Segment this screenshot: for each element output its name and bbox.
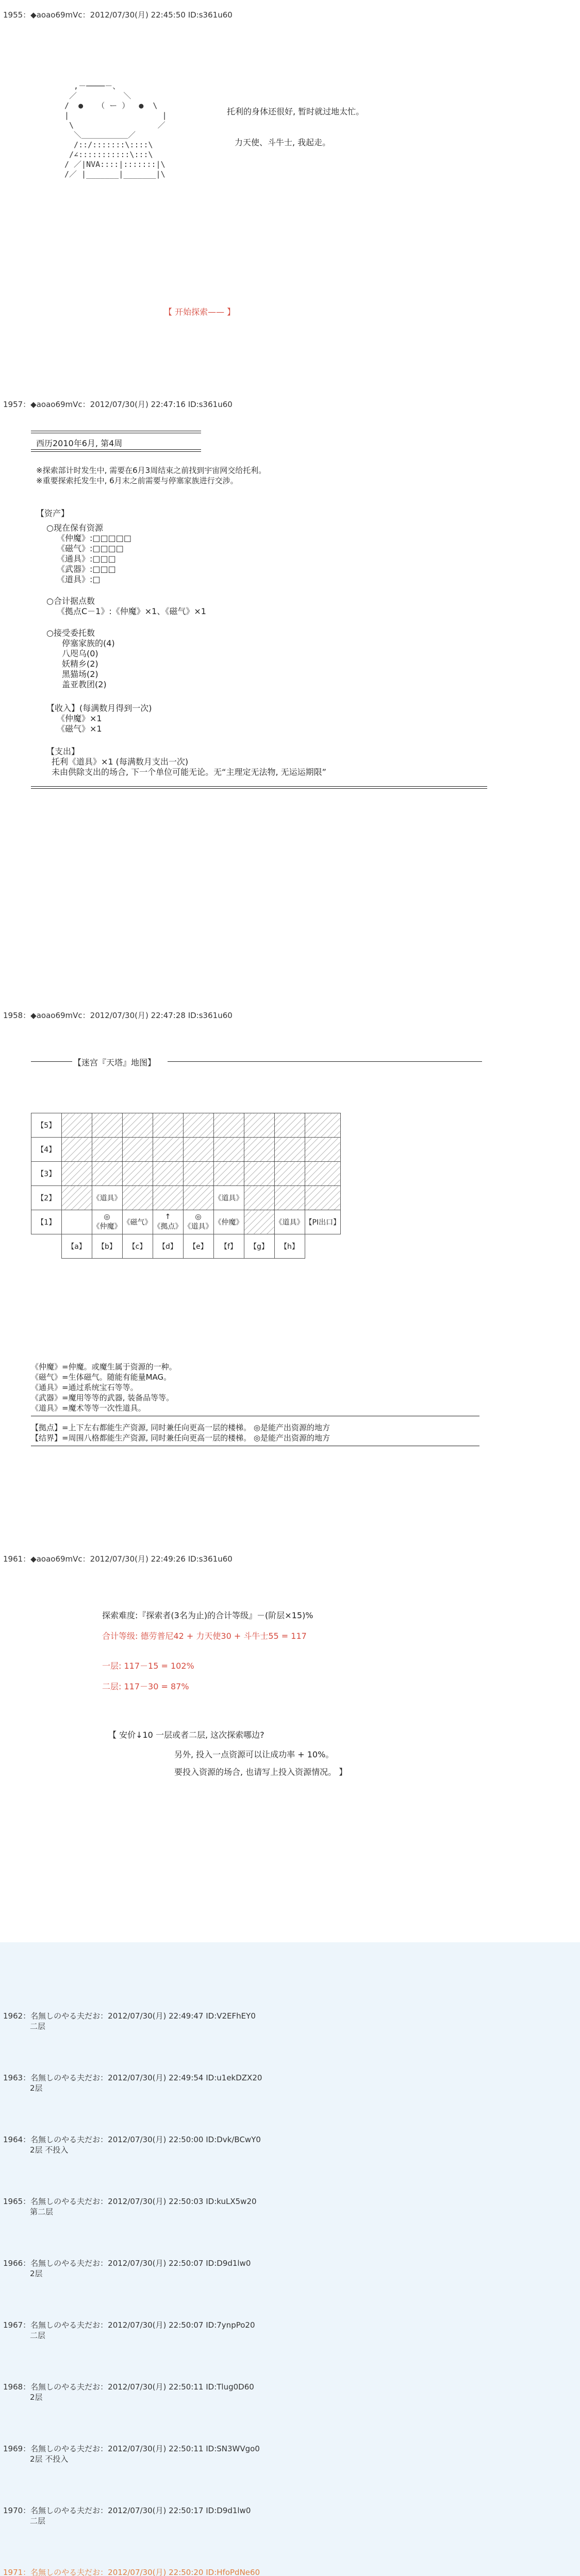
divider	[31, 431, 201, 433]
map-row-label: 【1】	[31, 1210, 62, 1234]
map-row	[31, 1138, 341, 1162]
reply-header: 1968：名無しのやる夫だお：2012/07/30(月) 22:50:11 ID:Tlug0D60	[3, 2382, 254, 2392]
vote-prompt: 另外, 投入一点资源可以让成功率 + 10%。	[174, 1750, 334, 1759]
map-cell: ◎ 《道具》	[183, 1210, 213, 1234]
divider	[31, 1061, 72, 1062]
map-cell	[305, 1162, 341, 1186]
map-cell	[274, 1186, 305, 1210]
map-row-label: 【2】	[31, 1186, 62, 1210]
legend-line: 《通具》=通过系统宝石等等。	[31, 1383, 138, 1392]
dialogue-line: 力天使、斗牛士, 我起走。	[235, 138, 331, 147]
map-cell	[153, 1113, 183, 1138]
reply-body: 二层	[30, 2516, 46, 2526]
map-col-label: 【h】	[274, 1234, 305, 1259]
post-header: 1958：◆aoao69mVc：2012/07/30(月) 22:47:28 ID:s361u60	[3, 1011, 233, 1020]
resource-line: 《通具》:□□□	[57, 554, 116, 564]
map-cell	[122, 1138, 153, 1162]
reply-body: 2层 不投入	[30, 2454, 69, 2464]
map-cell	[153, 1186, 183, 1210]
ascii-art: ,－────－、 ／ ＼ / ● （ ー ） ● \ | | \ ／ ＼＿＿＿＿＿＿／ /::/:::::::\::::\ /∠:::::::::::\:::\ / ／|NVA::::|:::::::|\ /／ |_______|_______|\	[64, 81, 167, 179]
reply-header: 1966：名無しのやる夫だお：2012/07/30(月) 22:50:07 ID:D9d1lw0	[3, 2259, 251, 2268]
map-cell	[61, 1186, 92, 1210]
note: ※探索部计时发生中, 需要在6月3周结束之前找到宇宙网交给托利。	[36, 466, 267, 475]
map-cell	[61, 1162, 92, 1186]
reply-body: 2层	[30, 2083, 43, 2093]
request-line: 黑猫场(2)	[62, 669, 98, 679]
legend-line: 【拠点】=上下左右都能生产资源, 同时兼任向更高一层的楼梯。 ◎是能产出资源的地方	[31, 1423, 330, 1432]
divider	[168, 1061, 482, 1062]
base-line: 《拠点C－1》:《仲魔》×1、《磁气》×1	[57, 606, 206, 616]
resource-line: 《武器》:□□□	[57, 564, 116, 574]
reply-header: 1970：名無しのやる夫だお：2012/07/30(月) 22:50:17 ID:D9d1lw0	[3, 2506, 251, 2515]
subsection-title: ○合计据点数	[46, 596, 95, 606]
map-row-label: 【3】	[31, 1162, 62, 1186]
section-title: 【资产】	[36, 509, 70, 518]
floor-rate: 一层: 117－15 = 102%	[102, 1661, 194, 1671]
map-cell	[153, 1162, 183, 1186]
map-cell: ◎ 《仲魔》	[92, 1210, 122, 1234]
resource-line: 《仲魔》:□□□□□	[57, 533, 131, 543]
difficulty-line: 探索难度:『探索者(3名为止)的合计等级』－(阶层×15)%	[102, 1611, 313, 1620]
subsection-title: ○接受委托数	[46, 628, 95, 638]
reply-body: 2层	[30, 2269, 43, 2278]
post-header: 1955：◆aoao69mVc：2012/07/30(月) 22:45:50 ID:s361u60	[3, 10, 233, 20]
map-cell: 《磁气》	[122, 1210, 153, 1234]
map-col-label: 【f】	[213, 1234, 244, 1259]
legend-line: 【结界】=周围八格都能生产资源, 同时兼任向更高一层的楼梯。 ◎是能产出资源的地方	[31, 1433, 330, 1443]
income-line: 《仲魔》×1	[57, 714, 102, 723]
map-cell: 《仲魔》	[213, 1210, 244, 1234]
subsection-title: ○现在保有资源	[46, 523, 103, 533]
map-cell	[213, 1162, 244, 1186]
resource-line: 《磁气》:□□□□	[57, 544, 124, 553]
note: ※重要探索托发生中, 6月末之前需要与停塞家族进行交涉。	[36, 476, 238, 485]
vote-prompt: 要投入资源的场合, 也请写上投入资源情况。 】	[174, 1767, 347, 1777]
request-line: 妖精乡(2)	[62, 659, 98, 669]
map-cell	[122, 1186, 153, 1210]
reply-header: 1963：名無しのやる夫だお：2012/07/30(月) 22:49:54 ID:u1ekDZX20	[3, 2073, 262, 2082]
floor-rate: 二层: 117－30 = 87%	[102, 1682, 189, 1691]
map-cell	[61, 1113, 92, 1138]
map-cell	[92, 1162, 122, 1186]
reply-body: 2层 不投入	[30, 2145, 69, 2155]
map-cell	[213, 1113, 244, 1138]
map-cell	[244, 1186, 274, 1210]
divider	[31, 786, 487, 789]
map-cell	[274, 1162, 305, 1186]
map-cell: 《道具》	[274, 1210, 305, 1234]
income-line: 《磁气》×1	[57, 724, 102, 734]
section-title: 【收入】(每满数月得到一次)	[46, 703, 152, 713]
map-col-labels	[31, 1234, 341, 1259]
legend-line: 《道具》=魔术等等一次性道具。	[31, 1403, 146, 1413]
map-cell	[153, 1138, 183, 1162]
map-col-label: 【a】	[61, 1234, 92, 1259]
reply-header: 1962：名無しのやる夫だお：2012/07/30(月) 22:49:47 ID:V2EFhEY0	[3, 2011, 256, 2021]
map-cell	[183, 1162, 213, 1186]
map-cell	[183, 1186, 213, 1210]
map-cell: 【PI出口】	[305, 1210, 341, 1234]
map-cell	[213, 1138, 244, 1162]
reply-header: 1969：名無しのやる夫だお：2012/07/30(月) 22:50:11 ID:SN3WVgo0	[3, 2444, 260, 2453]
map-cell	[122, 1162, 153, 1186]
map-col-label: 【d】	[153, 1234, 183, 1259]
map-cell	[244, 1162, 274, 1186]
map-cell	[305, 1138, 341, 1162]
map-col-label: 【b】	[92, 1234, 122, 1259]
total-level-line: 合计等级: 德劳普尼42 + 力天使30 + 斗牛士55 = 117	[102, 1631, 307, 1641]
map-cell	[92, 1113, 122, 1138]
vote-prompt: 【 安价↓10 一层或者二层, 这次探索哪边?	[108, 1730, 264, 1740]
map-cell	[61, 1210, 92, 1234]
map-col-label: 【e】	[183, 1234, 213, 1259]
map-row	[31, 1210, 341, 1234]
map-cell	[244, 1138, 274, 1162]
reply-body: 2层	[30, 2393, 43, 2402]
reply-body: 二层	[30, 2331, 46, 2340]
expense-line: 托利《道具》×1 (每满数月支出一次)	[52, 757, 189, 767]
reply-header: 1967：名無しのやる夫だお：2012/07/30(月) 22:50:07 ID:7ynpPo20	[3, 2320, 255, 2330]
request-line: 盖亚教团(2)	[62, 680, 107, 689]
map-cell	[305, 1186, 341, 1210]
map-cell	[183, 1113, 213, 1138]
map-row-label: 【5】	[31, 1113, 62, 1138]
map-cell	[183, 1138, 213, 1162]
dungeon-map	[31, 1113, 341, 1259]
post-header: 1961：◆aoao69mVc：2012/07/30(月) 22:49:26 ID:s361u60	[3, 1554, 233, 1564]
map-cell	[122, 1113, 153, 1138]
post-header: 1957：◆aoao69mVc：2012/07/30(月) 22:47:16 ID:s361u60	[3, 400, 233, 409]
map-cell: 《道具》	[213, 1186, 244, 1210]
reply-body: 二层	[30, 2022, 46, 2031]
legend-line: 《仲魔》=仲魔。或魔生属于资源的一种。	[31, 1362, 177, 1371]
map-corner	[31, 1234, 62, 1259]
map-cell	[274, 1113, 305, 1138]
legend-line: 《武器》=魔用等等的武器, 装备品等等。	[31, 1393, 174, 1402]
map-cell: ↑ 《拠点》	[153, 1210, 183, 1234]
resource-line: 《道具》:□	[57, 574, 101, 584]
map-col-label: 【c】	[122, 1234, 153, 1259]
reply-body: 第二层	[30, 2207, 54, 2216]
divider	[31, 449, 201, 452]
map-row	[31, 1186, 341, 1210]
date-line: 西历2010年6月, 第4周	[36, 438, 123, 448]
map-cell	[92, 1138, 122, 1162]
map-cell	[244, 1113, 274, 1138]
map-row	[31, 1162, 341, 1186]
map-row-label: 【4】	[31, 1138, 62, 1162]
dialogue-line: 托利的身体还很好, 暂时就过地太忙。	[227, 107, 364, 116]
map-cell	[305, 1113, 341, 1138]
legend-line: 《磁气》=生体磁气。随能有能量MAG。	[31, 1372, 172, 1382]
reply-header: 1971：名無しのやる夫だお：2012/07/30(月) 22:50:20 ID:HfoPdNe60	[3, 2568, 260, 2576]
expense-line: 未由供除支出的场合, 下一个单位可能无论。无“主理定无法物, 无运运期限”	[52, 767, 326, 777]
map-row	[31, 1113, 341, 1138]
map-cell: 《道具》	[92, 1186, 122, 1210]
reply-header: 1964：名無しのやる夫だお：2012/07/30(月) 22:50:00 ID:Dvk/BCwY0	[3, 2135, 261, 2144]
reply-header: 1965：名無しのやる夫だお：2012/07/30(月) 22:50:03 ID:kuLX5w20	[3, 2197, 257, 2206]
map-cell	[244, 1210, 274, 1234]
map-title: 【迷宫『天塔』地图】	[73, 1058, 156, 1067]
map-cell	[61, 1138, 92, 1162]
request-line: 停塞家族的(4)	[62, 638, 115, 648]
map-col-label: 【g】	[244, 1234, 274, 1259]
map-cell	[274, 1138, 305, 1162]
section-title: 【支出】	[46, 747, 80, 756]
section-banner: 【 开始探索—— 】	[164, 307, 236, 317]
request-line: 八咫乌(0)	[62, 649, 98, 658]
